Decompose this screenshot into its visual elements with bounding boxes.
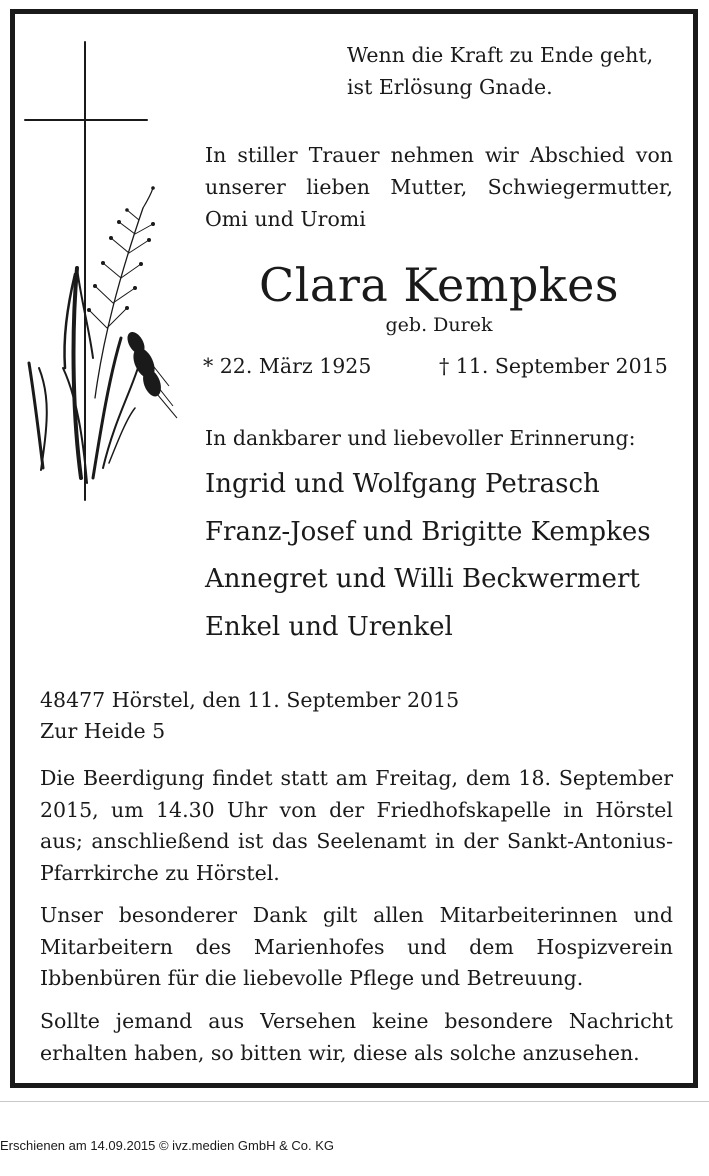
memory-line: In dankbarer und liebevoller Erinnerung: bbox=[205, 426, 636, 450]
publication-footer: Erschienen am 14.09.2015 © ivz.medien GmbH & Co. KG bbox=[0, 1138, 335, 1153]
birth-date: * 22. März 1925 bbox=[203, 354, 372, 378]
address-block bbox=[40, 685, 673, 747]
mourner-name: Enkel und Urenkel bbox=[205, 611, 453, 642]
motto-line: Wenn die Kraft zu Ende geht, bbox=[347, 43, 654, 67]
mourners-list bbox=[205, 461, 651, 651]
deceased-name: Clara Kempkes bbox=[259, 258, 619, 312]
maiden-name: geb. Durek bbox=[385, 314, 493, 336]
mourner-name: Ingrid und Wolfgang Petrasch bbox=[205, 469, 600, 499]
thanks-paragraph: Unser besonderer Dank gilt allen Mitarbeiterinnen und Mitarbeitern des Marienhofes und dem Hospizverein Ibbenbüren für die liebevolle Pflege und Betreuung. bbox=[40, 903, 673, 990]
intro-text: In stiller Trauer nehmen wir Abschied von unserer lieben Mutter, Schwiegermutter, Omi und Uromi bbox=[205, 143, 673, 231]
mourner-name: Franz-Josef und Brigitte Kempkes bbox=[205, 516, 651, 547]
mourner-name: Annegret und Willi Beckwermert bbox=[205, 564, 640, 594]
cross-with-wheat-icon bbox=[23, 38, 198, 503]
notification-paragraph: Sollte jemand aus Versehen keine besondere Nachricht erhalten haben, so bitten wir, diese als solche anzusehen. bbox=[40, 1009, 673, 1065]
death-date: † 11. September 2015 bbox=[439, 354, 668, 378]
footer-divider bbox=[0, 1101, 709, 1102]
motto bbox=[347, 39, 673, 103]
motto-line: ist Erlösung Gnade. bbox=[347, 75, 553, 99]
obituary-notice bbox=[10, 9, 698, 1088]
address-line: Zur Heide 5 bbox=[40, 719, 166, 743]
address-line: 48477 Hörstel, den 11. September 2015 bbox=[40, 688, 460, 712]
funeral-details: Die Beerdigung findet statt am Freitag, dem 18. September 2015, um 14.30 Uhr von der Friedhofskapelle in Hörstel aus; anschließend ist das Seelenamt in der Sankt-Antonius-Pfarrkirche zu Hörstel. bbox=[40, 766, 673, 885]
